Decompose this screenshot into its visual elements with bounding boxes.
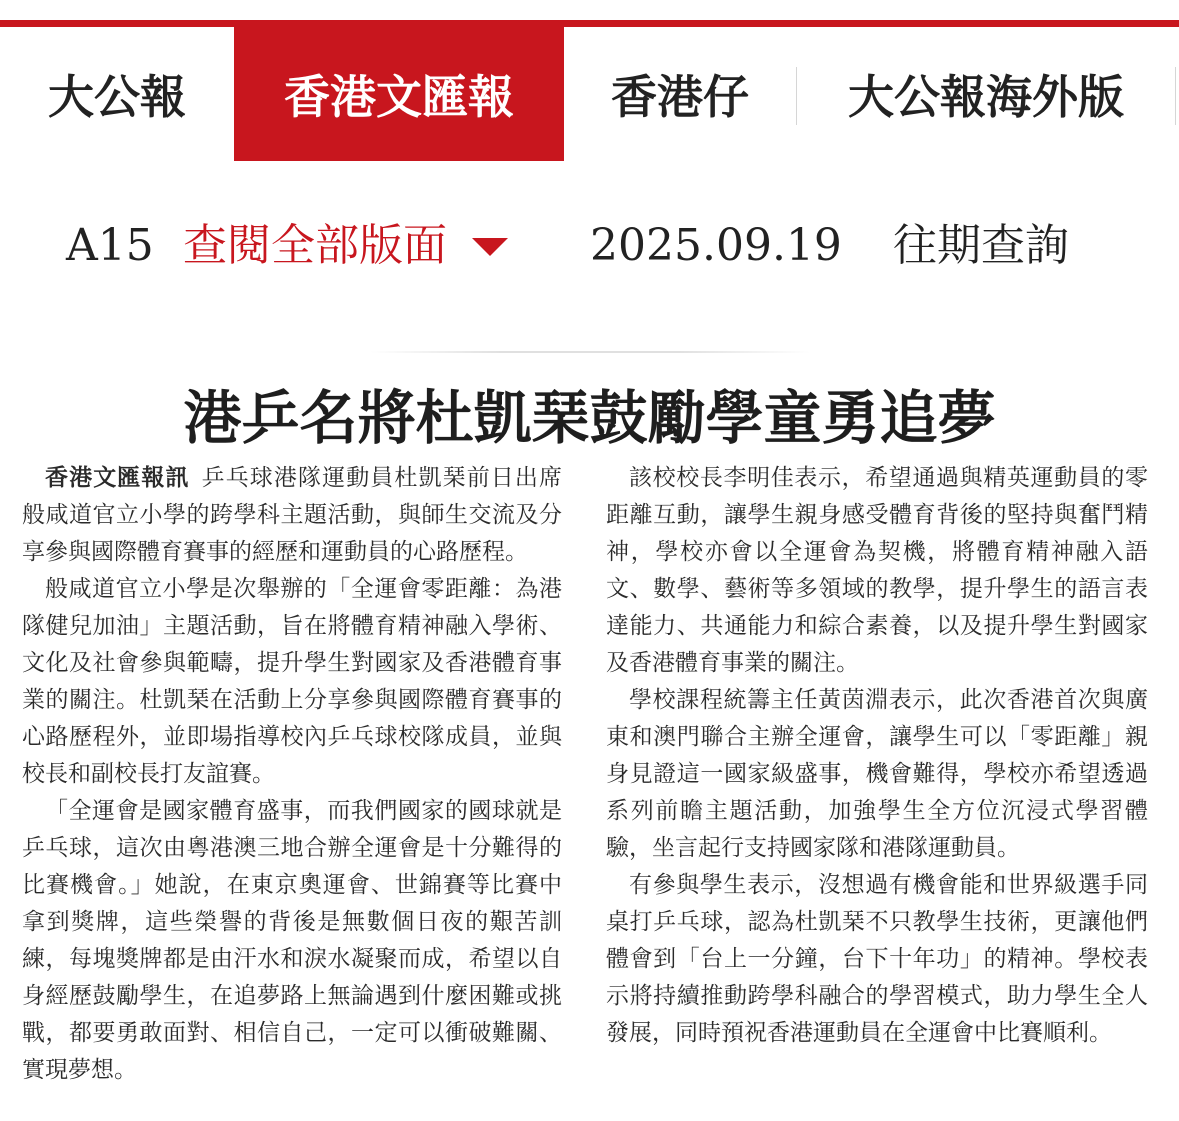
article-paragraph: 有參與學生表示，沒想過有機會能和世界級選手同桌打乒乓球，認為杜凱琹不只教學生技術，更讓他們體會到「台上一分鐘，台下十年功」的精神。學校表示將持續推動跨學科融合的學習模式，助力學生全人發展，同時預祝香港運動員在全運會中比賽順利。	[606, 872, 1148, 1046]
article-byline: 香港文匯報訊	[45, 465, 190, 491]
tab-ta-kung-pao-overseas[interactable]: 大公報海外版	[848, 70, 1124, 124]
article-column-right	[606, 460, 1148, 1052]
tab-wen-wei-po[interactable]: 香港文匯報	[234, 27, 564, 161]
article-column-left	[22, 460, 562, 1089]
tab-ta-kung-pao[interactable]: 大公報	[48, 70, 186, 124]
article-paragraph: 般咸道官立小學是次舉辦的「全運會零距離：為港隊健兒加油」主題活動，旨在將體育精神融入學術、文化及社會參與範疇，提升學生對國家及香港體育事業的關注。杜凱琹在活動上分享參與國際體育賽事的心路歷程外，並即場指導校內乒乓球校隊成員，並與校長和副校長打友誼賽。	[22, 576, 562, 787]
tab-hong-kong-kid[interactable]: 香港仔	[611, 70, 749, 124]
page-number: A15	[66, 220, 154, 271]
triangle-down-icon[interactable]	[472, 238, 508, 256]
article-paragraph: 「全運會是國家體育盛事，而我們國家的國球就是乒乓球，這次由粵港澳三地合辦全運會是十分難得的比賽機會。」她說，在東京奧運會、世錦賽等比賽中拿到獎牌，這些榮譽的背後是無數個日夜的艱苦訓練，每塊獎牌都是由汗水和淚水凝聚而成，希望以自身經歷鼓勵學生，在追夢路上無論遇到什麼困難或挑戰，都要勇敢面對、相信自己，一定可以衝破難關、實現夢想。	[22, 798, 562, 1083]
article-paragraph: 學校課程統籌主任黃茵淵表示，此次香港首次與廣東和澳門聯合主辦全運會，讓學生可以「零距離」親身見證這一國家級盛事，機會難得，學校亦希望透過系列前瞻主題活動，加強學生全方位沉浸式學習體驗，坐言起行支持國家隊和港隊運動員。	[606, 687, 1148, 861]
article-paragraph: 該校校長李明佳表示，希望通過與精英運動員的零距離互動，讓學生親身感受體育背後的堅持與奮鬥精神，學校亦會以全運會為契機，將體育精神融入語文、數學、藝術等多領域的教學，提升學生的語言表達能力、共通能力和綜合素養，以及提升學生對國家及香港體育事業的關注。	[606, 465, 1148, 676]
publication-nav	[0, 27, 1179, 161]
article-headline: 港乒名將杜凱琹鼓勵學童勇追夢	[183, 384, 996, 452]
archive-search-link[interactable]: 往期查詢	[893, 220, 1069, 271]
divider	[370, 351, 810, 353]
article-paragraph	[22, 460, 562, 571]
paragraph-text: 乒乓球港隊運動員杜凱琹前日出席般咸道官立小學的跨學科主題活動，與師生交流及分享參與國際體育賽事的經歷和運動員的心路歷程。	[22, 465, 563, 565]
issue-date: 2025.09.19	[590, 220, 842, 271]
page-toolbar	[0, 215, 1179, 277]
all-pages-link[interactable]: 查閱全部版面	[183, 220, 447, 271]
nav-separator	[1175, 67, 1176, 125]
top-accent-bar	[0, 20, 1179, 27]
